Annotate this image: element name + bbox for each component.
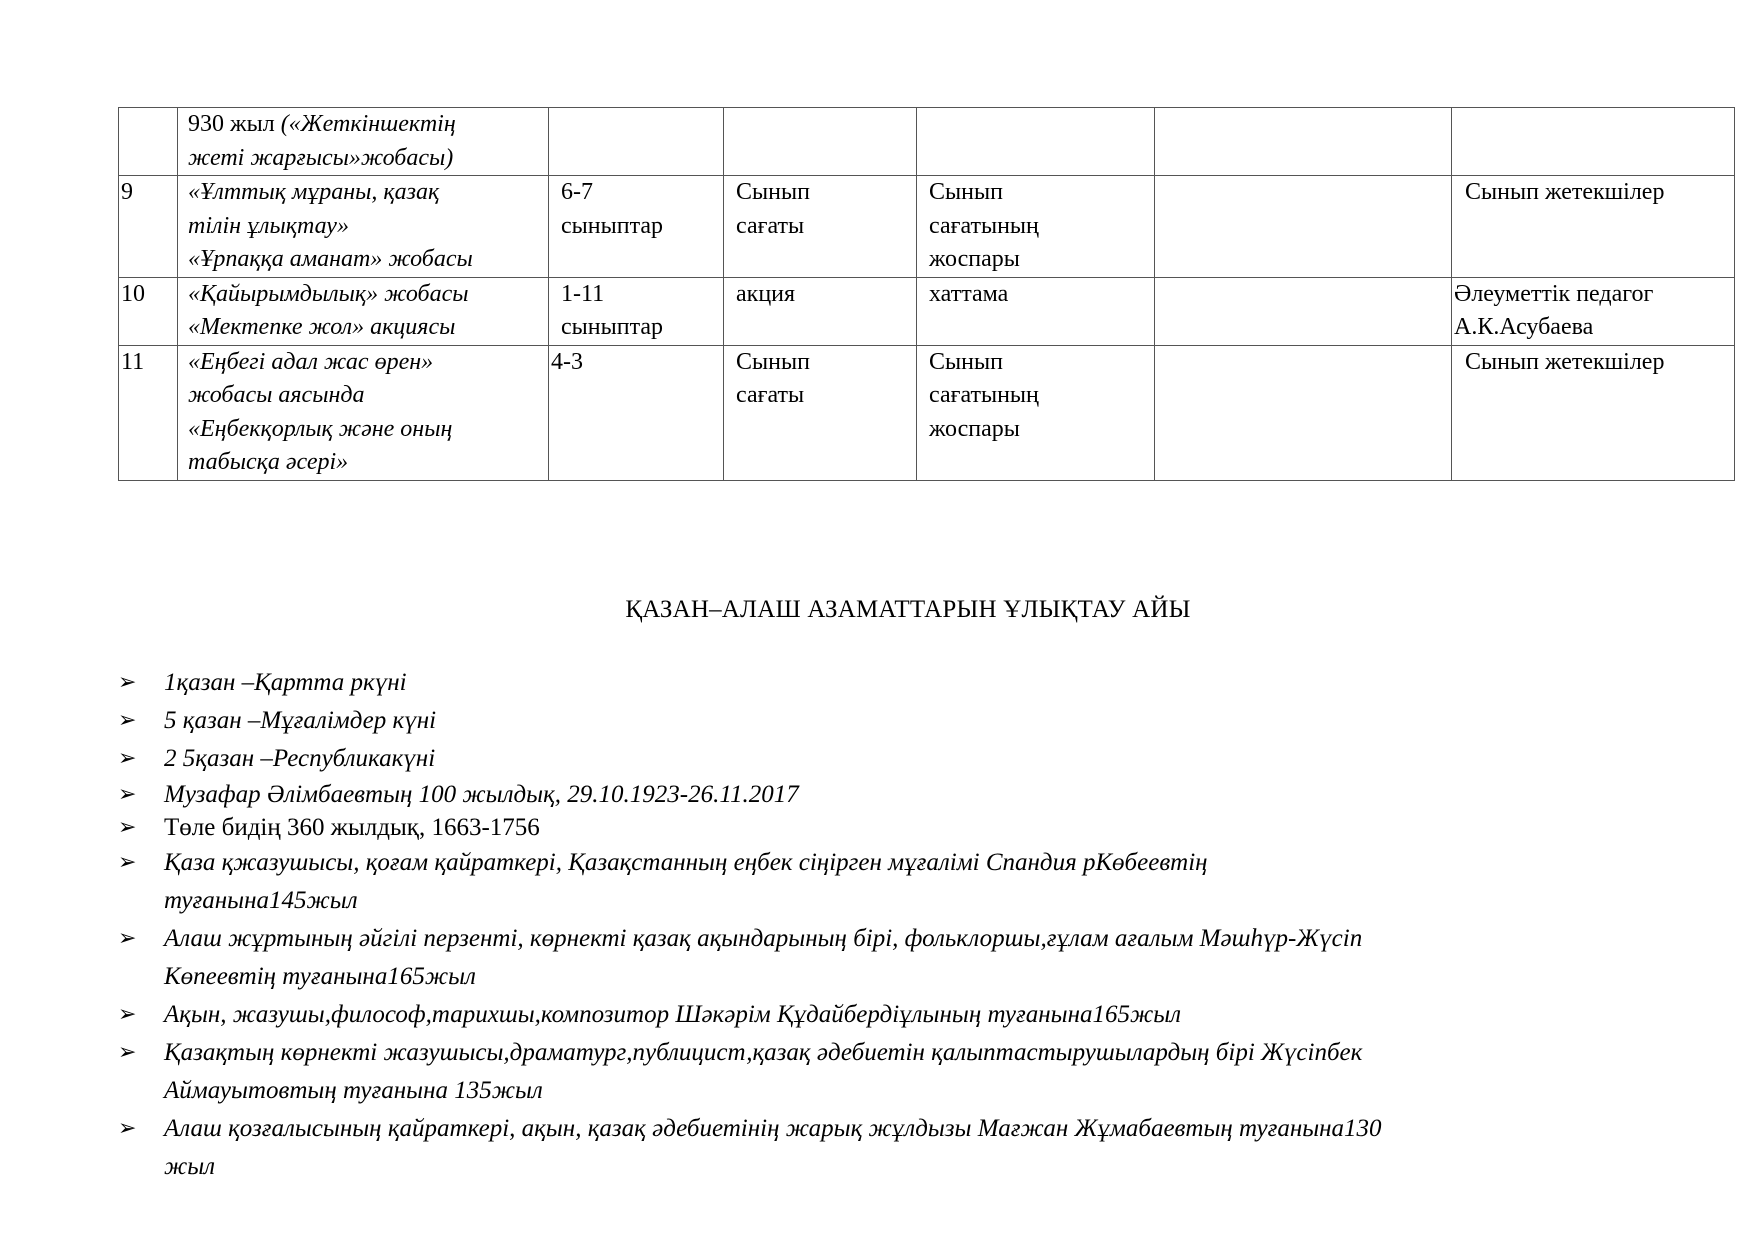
list-item <box>118 996 1678 1034</box>
responsible-cell: Сынып жетекшілер <box>1452 345 1735 480</box>
section-heading: ҚАЗАН–АЛАШ АЗАМАТТАРЫН ҰЛЫҚТАУ АЙЫ <box>625 596 1191 623</box>
event-title: «Ұлттық мұраны, қазақ тілін ұлықтау» «Ұрпаққа аманат» жобасы <box>178 176 549 278</box>
date-cell <box>1155 108 1452 176</box>
grade-cell: 1-11 сыныптар <box>549 277 724 345</box>
row-number: 9 <box>119 176 178 278</box>
list-item-text: Қаза қжазушысы, қоғам қайраткері, Қазақстанның еңбек сіңірген мұғалімі Спандия рКөбеевтің <box>164 849 1208 876</box>
event-title: «Қайырымдылық» жобасы «Мектепке жол» акциясы <box>178 277 549 345</box>
list-item-text: Аймауытовтың туғанына 135жыл <box>164 1077 543 1104</box>
table-row <box>119 345 1735 480</box>
row-number: 11 <box>119 345 178 480</box>
list-item-text: Қазақтың көрнекті жазушысы,драматург,публицист,қазақ әдебиетін қалыптастырушылардың бірі Жүсіпбек <box>164 1039 1363 1066</box>
list-item-text: туғанына145жыл <box>164 887 358 914</box>
document-cell: Сынып сағатының жоспары <box>917 345 1155 480</box>
document-cell: Сынып сағатының жоспары <box>917 176 1155 278</box>
list-item-text: Көпеевтің туғанына165жыл <box>164 963 476 990</box>
list-item <box>118 778 1678 811</box>
list-item <box>118 740 1678 778</box>
arrowhead-bullet-icon: ➢ <box>118 670 137 695</box>
arrowhead-bullet-icon: ➢ <box>118 1040 137 1065</box>
list-item <box>118 844 1678 920</box>
plan-table <box>118 107 1735 481</box>
date-cell <box>1155 345 1452 480</box>
table-row <box>119 108 1735 176</box>
date-cell <box>1155 176 1452 278</box>
event-title: 930 жыл («Жеткіншектің жеті жарғысы»жобасы) <box>178 108 549 176</box>
list-item-text: Музафар Әлімбаевтың 100 жылдық, 29.10.1923-26.11.2017 <box>164 781 799 808</box>
document-cell: хаттама <box>917 277 1155 345</box>
list-item <box>118 1034 1678 1110</box>
grade-cell <box>549 108 724 176</box>
form-cell: Сынып сағаты <box>724 176 917 278</box>
document-cell <box>917 108 1155 176</box>
arrowhead-bullet-icon: ➢ <box>118 1116 137 1141</box>
list-item <box>118 1110 1678 1186</box>
list-item-text: Ақын, жазушы,философ,тарихшы,композитор Шәкәрім Құдайбердіұлының туғанына165жыл <box>164 1001 1182 1028</box>
responsible-cell: Әлеуметтік педагог А.К.Асубаева <box>1452 277 1735 345</box>
list-item-text: жыл <box>164 1153 216 1180</box>
arrowhead-bullet-icon: ➢ <box>118 708 137 733</box>
list-item <box>118 702 1678 740</box>
list-item-text: Алаш қозғалысының қайраткері, ақын, қазақ әдебиетінің жарық жұлдызы Мағжан Жұмабаевтың туғанына130 <box>164 1115 1382 1142</box>
arrowhead-bullet-icon: ➢ <box>118 926 137 951</box>
arrowhead-bullet-icon: ➢ <box>118 850 137 875</box>
arrowhead-bullet-icon: ➢ <box>118 782 137 807</box>
list-item-text: 2 5қазан –Республикакүні <box>164 745 436 772</box>
arrowhead-bullet-icon: ➢ <box>118 746 137 771</box>
list-item-text: Төле бидің 360 жылдық, 1663-1756 <box>164 814 540 841</box>
responsible-cell: Сынып жетекшілер <box>1452 176 1735 278</box>
responsible-cell <box>1452 108 1735 176</box>
list-item-text: Алаш жұртының әйгілі перзенті, көрнекті қазақ ақындарының бірі, фольклоршы,ғұлам ағалым Мәшһүр-Жүсіп <box>164 925 1363 952</box>
table-row <box>119 176 1735 278</box>
row-number: 10 <box>119 277 178 345</box>
grade-cell: 6-7 сыныптар <box>549 176 724 278</box>
event-title: «Еңбегі адал жас өрен» жобасы аясында «Еңбекқорлық және оның табысқа әсері» <box>178 345 549 480</box>
form-cell <box>724 108 917 176</box>
list-item <box>118 811 1678 844</box>
list-item <box>118 664 1678 702</box>
row-number <box>119 108 178 176</box>
arrowhead-bullet-icon: ➢ <box>118 815 137 840</box>
list-item <box>118 920 1678 996</box>
grade-cell: 4-3 <box>549 345 724 480</box>
form-cell: Сынып сағаты <box>724 345 917 480</box>
date-cell <box>1155 277 1452 345</box>
arrowhead-bullet-icon: ➢ <box>118 1002 137 1027</box>
events-list <box>118 664 1678 1186</box>
list-item-text: 5 қазан –Мұғалімдер күні <box>164 707 437 734</box>
list-item-text: 1қазан –Қартта ркүні <box>164 669 407 696</box>
form-cell: акция <box>724 277 917 345</box>
table-row <box>119 277 1735 345</box>
